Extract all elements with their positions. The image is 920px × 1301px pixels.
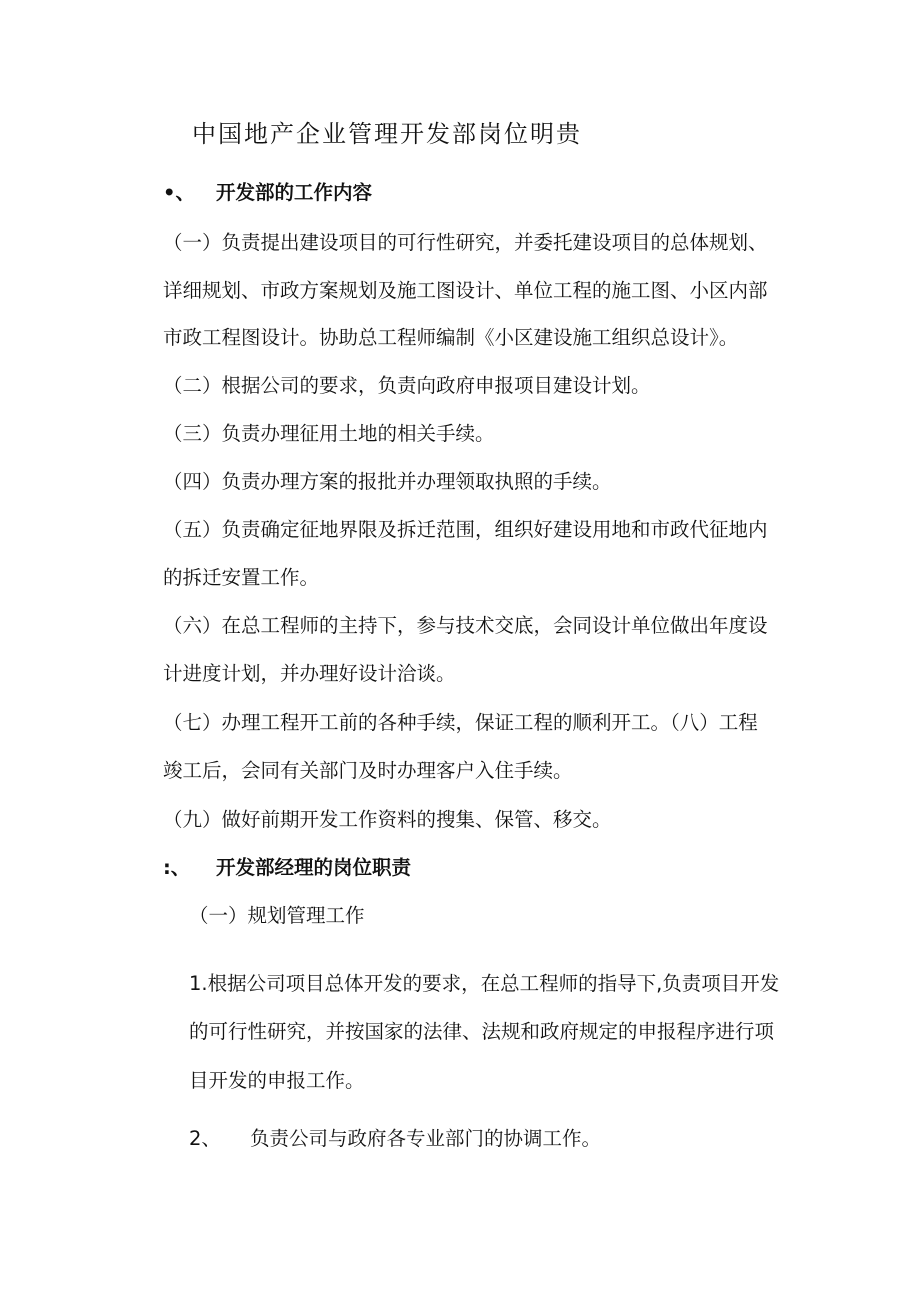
list-item-2-marker: 2、 (189, 1127, 221, 1150)
paragraph-line: 计进度计划，并办理好设计洽谈。 (163, 662, 456, 685)
section-marker-2: :、 (163, 856, 191, 879)
section-heading-2 (163, 854, 411, 882)
section-heading-text-2: 开发部经理的岗位职责 (216, 856, 412, 879)
paragraph-line: （五）负责确定征地界限及拆迁范围，组织好建设用地和市政代征地内 (163, 518, 768, 541)
paragraph-line: （三）负责办理征用土地的相关手续。 (163, 422, 495, 445)
paragraph-line: （六）在总工程师的主持下，参与技术交底，会同设计单位做出年度设 (163, 614, 768, 637)
list-item-line: 的可行性研究，并按国家的法律、法规和政府规定的申报程序进行项 (189, 1020, 775, 1043)
list-item-2-text: 负责公司与政府各专业部门的协调工作。 (250, 1127, 602, 1150)
list-item-2 (189, 1125, 601, 1153)
section-heading-text-1: 开发部的工作内容 (216, 181, 373, 204)
list-item-line: 1.根据公司项目总体开发的要求，在总工程师的指导下,负责项目开发 (189, 972, 780, 995)
document-title: 中国地产企业管理开发部岗位明贵 (192, 120, 582, 148)
list-item-line: 目开发的申报工作。 (189, 1069, 365, 1092)
paragraph-line: 竣工后，会同有关部门及时办理客户入住手续。 (163, 759, 573, 782)
paragraph-line: （二）根据公司的要求，负责向政府申报项目建设计划。 (163, 374, 651, 397)
paragraph-line: 详细规划、市政方案规划及施工图设计、单位工程的施工图、小区内部 (163, 279, 768, 302)
paragraph-line: （七）办理工程开工前的各种手续，保证工程的顺利开工。（八）工程 (163, 711, 758, 734)
paragraph-line: （一）负责提出建设项目的可行性研究，并委托建设项目的总体规划、 (163, 231, 768, 254)
paragraph-line: （四）负责办理方案的报批并办理领取执照的手续。 (163, 470, 612, 493)
subheading: （一）规划管理工作 (189, 904, 365, 927)
paragraph-line: 的拆迁安置工作。 (163, 566, 320, 589)
paragraph-line: （九）做好前期开发工作资料的搜集、保管、移交。 (163, 808, 612, 831)
paragraph-line: 市政工程图设计。协助总工程师编制《小区建设施工组织总设计》。 (163, 326, 739, 349)
section-marker-1: •、 (163, 181, 195, 204)
section-heading-1 (163, 179, 372, 207)
